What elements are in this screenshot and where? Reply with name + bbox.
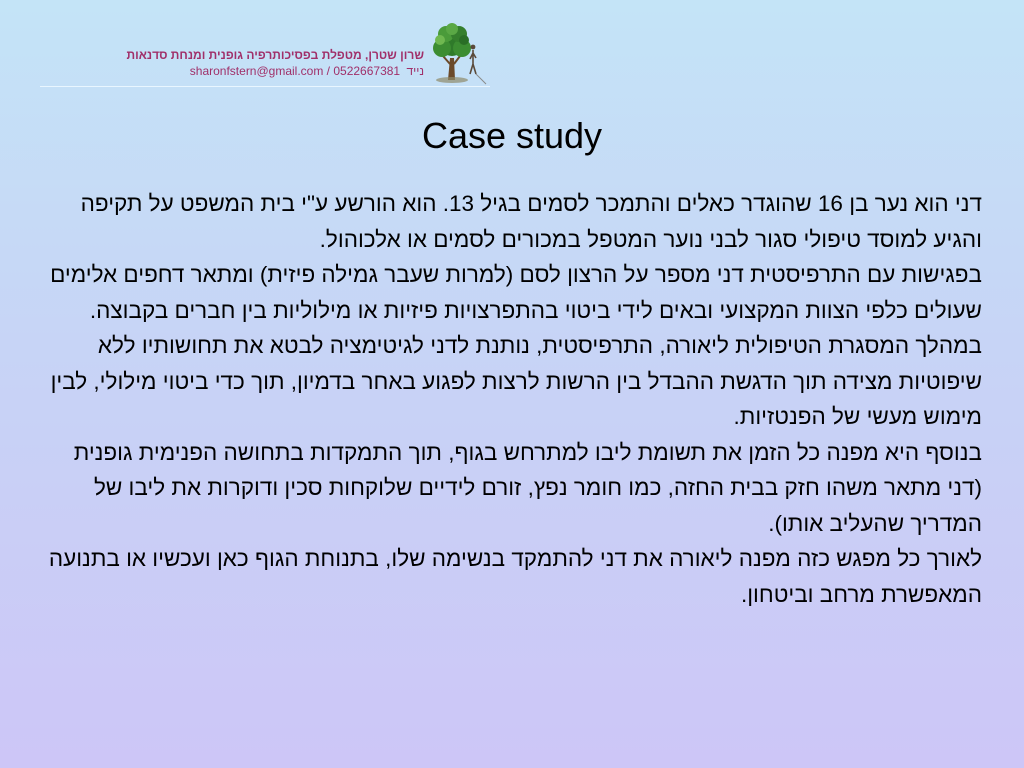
paragraph-4: בנוסף היא מפנה כל הזמן את תשומת ליבו למתרחש בגוף, תוך התמקדות בתחושה הפנימית גופנית (דני מתאר משהו חזק בבית החזה, כמו חומר נפץ, זורם לידיים שלוקחות סכין ודוקרות את ליבו של המדריך שהעליב אותו). xyxy=(73,439,982,536)
paragraph-2: בפגישות עם התרפיסטית דני מספר על הרצון לסם (למרות שעבר גמילה פיזית) ומתאר דחפים אלימים שעולים כלפי הצוות המקצועי ובאים לידי ביטוי בהתפרצויות פיזיות או מילוליות בין חברים בקבוצה. xyxy=(50,262,982,323)
contact-details: sharonfstern@gmail.com / 0522667381 xyxy=(189,64,401,78)
presenter-info xyxy=(127,47,424,79)
case-study-body xyxy=(44,186,982,612)
tree-with-figure-logo xyxy=(428,20,490,86)
header-divider xyxy=(40,86,490,87)
presenter-name: שרון שטרן, מטפלת בפסיכותרפיה גופנית ומנחת סדנאות xyxy=(126,48,424,62)
contact-label: נייד xyxy=(406,64,424,78)
paragraph-1: דני הוא נער בן 16 שהוגדר כאלים והתמכר לסמים בגיל 13. הוא הורשע ע"י בית המשפט על תקיפה והגיע למוסד טיפולי סגור לבני נוער המטפל במכורים לסמים או אלכוהול. xyxy=(80,191,982,252)
paragraph-5: לאורך כל מפגש כזה מפנה ליאורה את דני להתמקד בנשימה שלו, בתנוחת הגוף כאן ועכשיו או בתנועה המאפשרת מרחב וביטחון. xyxy=(48,546,982,607)
presenter-contact xyxy=(127,63,424,79)
paragraph-3: במהלך המסגרת הטיפולית ליאורה, התרפיסטית, נותנת לדני לגיטימציה לבטא את תחושותיו ללא שיפוטיות מצידה תוך הדגשת ההבדל בין הרשות לרצות לפגוע באחר בדמיון, תוך כדי ביטוי מילולי, לבין מימוש מעשי של הפנטזיות. xyxy=(50,333,982,429)
slide-header xyxy=(40,20,490,88)
slide-title: Case study xyxy=(421,115,603,156)
